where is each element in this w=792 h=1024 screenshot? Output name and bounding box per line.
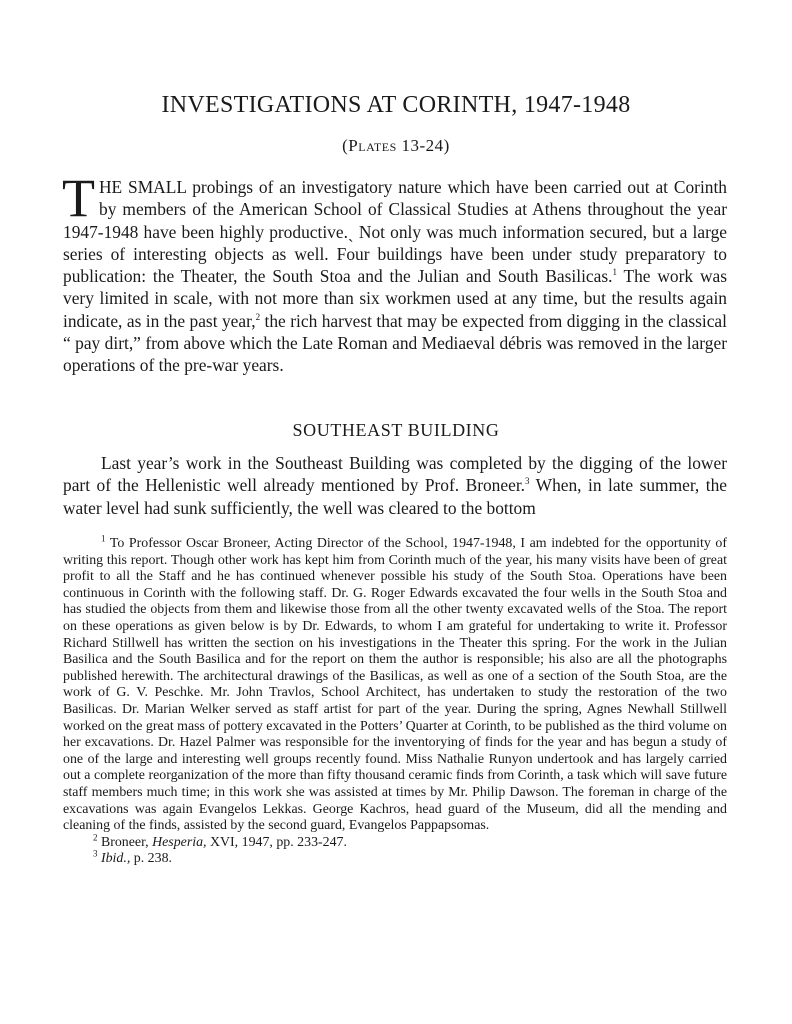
footnote-3-ibid: Ibid., [100, 851, 131, 867]
footnote-2-number: 2 [93, 832, 98, 843]
intro-paragraph [62, 168, 727, 377]
title-years: 1947-1948 [523, 92, 631, 118]
intro-small-caps: HE SMALL [99, 177, 187, 197]
intro-text-1: probings of an investigatory nature which have been carried out at Corinth by members of the American School of Classical Studies at Athens throughout the year 1947-1948 have been highly productive.ˎ Not only was much information secured, but a large series of interesting objects as well. Four buildings have been under study preparatory to publication: the Theater, the South Stoa and the Julian and South Basilicas. [63, 177, 727, 287]
footnotes [63, 533, 728, 868]
section-heading: SOUTHEAST BUILDING [292, 420, 500, 440]
intro-text-2: The work was very limited in scale, with not more than six workmen used at any time, but the results again indicate, as in the past year, [63, 266, 727, 331]
section-text-2: When, in late summer, the water level had sunk sufficiently, the well was cleared to the bottom [63, 475, 727, 518]
title-main: INVESTIGATIONS AT CORINTH, [161, 92, 518, 118]
section-text-1: Last year’s work in the Southeast Building was completed by the digging of the lower part of the Hellenistic well already mentioned by Prof. Broneer. [63, 453, 727, 496]
article-title [0, 92, 792, 119]
footnote-2 [63, 832, 727, 852]
footnote-2-journal: Hesperia, [152, 834, 207, 850]
footnote-3-number: 3 [93, 848, 98, 859]
footnote-ref-1[interactable]: 1 [612, 267, 617, 278]
drop-cap: T [62, 168, 95, 228]
footnote-ref-3[interactable]: 3 [525, 476, 530, 487]
footnote-2-post: XVI, 1947, pp. 233-247. [206, 834, 347, 850]
footnote-3-post: p. 238. [130, 851, 172, 867]
footnote-1-number: 1 [101, 533, 106, 544]
footnote-2-pre: Broneer, [97, 834, 153, 850]
footnote-ref-2[interactable]: 2 [255, 311, 261, 322]
plates-reference: (Plates 13-24) [342, 136, 450, 155]
footnote-3 [63, 848, 727, 868]
footnote-1-text: To Professor Oscar Broneer, Acting Director of the School, 1947-1948, I am indebted for the opportunity of writing this report. Though other work has kept him from Corinth much of the year, his many visits have been of great profit to all the Staff and he has continued whenever possible his study of the South Stoa. Operations have been continuous in Corinth with the following staff. Dr. G. Roger Edwards excavated the four wells in the South Stoa and has studied the objects from them and likewise those from all the other twenty excavated wells of the Stoa. The report on these operations as given below is by Dr. Edwards, to whom I am grateful for undertaking to write it. Professor Richard Stillwell has written the section on his investigations in the Theater this spring. For the work in the Julian Basilica and the South Basilica and for the report on them the author is responsible; his also are all the photographs published herewith. The architectural drawings of the Basilicas, as well as one of a section of the South Stoa, are the work of G. V. Peschke. Mr. John Travlos, School Architect, has undertaken to study the restoration of the two Basilicas. Dr. Marian Welker served as staff artist for part of the year. During the spring, Agnes Newhall Stillwell worked on the great mass of pottery excavated in the Potters’ Quarter at Corinth, to be published as the third volume on her excavations. Dr. Hazel Palmer was responsible for the inventorying of finds for the year and has begun a study of one of the large and interesting well groups recently found. Miss Nathalie Runyon undertook and has largely carried out a complete reorganization of the more than fifty thousand ceramic finds from Corinth, a task which will save future staff members much time; in this work she was assisted at times by Mr. Philip Dawson. The foreman in charge of the excavations was again Evangelos Lekkas. George Kachros, head guard of the Museum, did all the mending and cleaning of the finds, assisted by the second guard, Evangelos Pappapsomas. [63, 536, 728, 834]
intro-text-3: the rich harvest that may be expected from digging in the classical “ pay dirt,” from above which the Late Roman and Mediaeval débris was removed in the larger operations of the pre-war years. [63, 310, 727, 376]
footnote-1 [63, 533, 728, 835]
section-paragraph [63, 452, 727, 519]
